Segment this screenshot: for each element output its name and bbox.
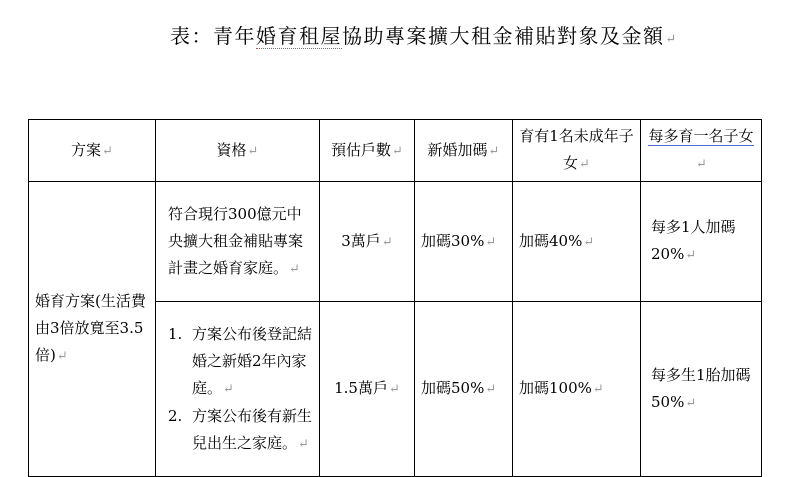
paragraph-mark-icon: ↵ xyxy=(298,436,309,452)
table-header-row xyxy=(29,120,762,182)
qualification-cell xyxy=(156,302,320,477)
list-item: 2. 方案公布後有新生兒出生之家庭。↵ xyxy=(168,406,313,452)
paragraph-mark-icon: ↵ xyxy=(392,143,403,159)
per-child-cell: 每多生1胎加碼50%↵ xyxy=(641,302,762,477)
header-per-child: 每多育一名子女↵ xyxy=(641,120,762,182)
paragraph-mark-icon: ↵ xyxy=(685,248,697,263)
paragraph-mark-icon: ↵ xyxy=(592,382,604,397)
per-child-cell: 每多1人加碼20%↵ xyxy=(641,182,762,302)
paragraph-mark-icon: ↵ xyxy=(488,143,500,159)
table-row xyxy=(29,182,762,302)
paragraph-mark-icon: ↵ xyxy=(247,143,259,159)
plan-cell: 婚育方案(生活費由3倍放寬至3.5倍)↵ xyxy=(29,182,156,477)
one-child-cell: 加碼40%↵ xyxy=(513,182,641,302)
qualification-cell: 符合現行300億元中央擴大租金補貼專案計畫之婚育家庭。↵ xyxy=(156,182,320,302)
paragraph-mark-icon: ↵ xyxy=(665,32,678,47)
paragraph-mark-icon: ↵ xyxy=(696,157,707,172)
title-rest: 協助專案擴大租金補貼對象及金額 xyxy=(342,24,665,48)
paragraph-mark-icon: ↵ xyxy=(381,234,393,250)
title-underlined-term: 婚育租屋 xyxy=(256,24,342,48)
paragraph-mark-icon: ↵ xyxy=(388,382,400,397)
list-item: 1. 方案公布後登記結婚之新婚2年內家庭。↵ xyxy=(168,324,313,397)
title-prefix: 表：青年 xyxy=(170,24,256,48)
newlywed-cell: 加碼30%↵ xyxy=(415,182,513,302)
document-title xyxy=(170,20,678,49)
paragraph-mark-icon: ↵ xyxy=(579,157,590,172)
paragraph-mark-icon: ↵ xyxy=(485,234,497,250)
qualification-list xyxy=(168,321,313,458)
paragraph-mark-icon: ↵ xyxy=(685,395,697,411)
households-cell: 1.5萬戶↵ xyxy=(320,302,415,477)
paragraph-mark-icon: ↵ xyxy=(223,381,234,397)
one-child-cell: 加碼100%↵ xyxy=(513,302,641,477)
paragraph-mark-icon: ↵ xyxy=(56,349,68,364)
header-households: 預估戶數↵ xyxy=(320,120,415,182)
header-qualification: 資格↵ xyxy=(156,120,320,182)
header-plan: 方案↵ xyxy=(29,120,156,182)
subsidy-table xyxy=(28,119,762,477)
paragraph-mark-icon: ↵ xyxy=(102,143,113,159)
paragraph-mark-icon: ↵ xyxy=(485,382,497,397)
households-cell: 3萬戶↵ xyxy=(320,182,415,302)
paragraph-mark-icon: ↵ xyxy=(583,234,595,250)
header-newlywed: 新婚加碼↵ xyxy=(415,120,513,182)
header-one-child: 育有1名未成年子女↵ xyxy=(513,120,641,182)
newlywed-cell: 加碼50%↵ xyxy=(415,302,513,477)
paragraph-mark-icon: ↵ xyxy=(289,261,300,277)
